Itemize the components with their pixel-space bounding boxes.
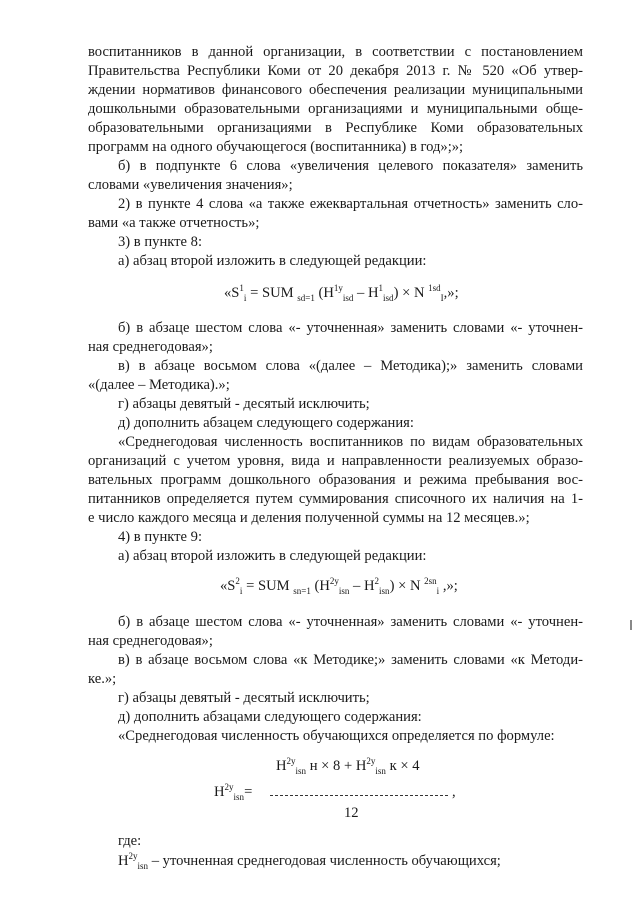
text-line: дошкольными образовательными организациями и муниципальными обще- [88, 101, 583, 117]
text-line: организаций с учетом уровня, вида и направленности реализуемых образо- [88, 453, 583, 469]
text-line: где: [118, 833, 142, 849]
text-line: Правительства Республики Коми от 20 декабря 2013 г. № 520 «Об утвер- [88, 63, 583, 79]
text-line: а) абзац второй изложить в следующей редакции: [118, 253, 427, 269]
formula3-denominator: 12 [344, 805, 359, 821]
text-line: программ на одного обучающегося (воспитанника) в год»;»; [88, 139, 464, 155]
formula-s2: «$S^2_i$ = SUM $_{sn=1}$ $(H^{2y}_{isn} - H^2_{isn}) \times N$ $^{2sn}_i$ ,»; [220, 576, 458, 596]
text-line: ная среднегодовая»; [88, 633, 213, 649]
text-line: 3) в пункте 8: [118, 234, 203, 250]
text-line: «Среднегодовая численность воспитанников по видам образовательных [118, 434, 583, 450]
text-line: б) в абзаце шестом слова «- уточненная» заменить словами «- уточнен- [118, 320, 583, 336]
text-line: вами «а также отчетность»; [88, 215, 260, 231]
text-line: ждении нормативов финансового обеспечения реализации муниципальными [88, 82, 583, 98]
formula3-numerator: $H^{2y}_{isn}$ $н \times 8 + H^{2y}_{isn}$ к × 4 [276, 756, 420, 776]
text-line: ке.»; [88, 671, 117, 687]
formula-s1: «$S^1_i$ = SUM $_{sd=1}$ $(H^{1y}_{isd} - H^1_{isd}) \times N$ $^{1sd}_I$,»; [224, 283, 459, 303]
text-line: 4) в пункте 9: [118, 529, 203, 545]
formula3-tail: , [452, 784, 456, 800]
text-line: образовательными организациями в Республике Коми образовательных [88, 120, 583, 136]
text-line: е число каждого месяца и деления полученной суммы на 12 месяцев.»; [88, 510, 530, 526]
text-line: г) абзацы девятый - десятый исключить; [118, 690, 370, 706]
text-line: д) дополнить абзацем следующего содержания: [118, 415, 414, 431]
text-line: «(далее – Методика).»; [88, 377, 230, 393]
text-line: г) абзацы девятый - десятый исключить; [118, 396, 370, 412]
text-line: в) в абзаце восьмом слова «(далее – Методика);» заменить словами [118, 358, 583, 374]
text-line: б) в абзаце шестом слова «- уточненная» заменить словами «- уточнен- [118, 614, 583, 630]
text-line: воспитанников в данной организации, в соответствии с постановлением [88, 44, 583, 60]
text-line: б) в подпункте 6 слова «увеличения целевого показателя» заменить [118, 158, 583, 174]
text-line: вательных программ дошкольного образования и режима пребывания вос- [88, 472, 583, 488]
text-line: в) в абзаце восьмом слова «к Методике;» заменить словами «к Методи- [118, 652, 583, 668]
text-line: д) дополнить абзацами следующего содержания: [118, 709, 422, 725]
margin-mark [630, 620, 632, 630]
text-line: «Среднегодовая численность обучающихся определяется по формуле: [118, 728, 555, 744]
text-line: ная среднегодовая»; [88, 339, 213, 355]
formula3-lhs: $H^{2y}_{isn}=$ [214, 782, 253, 802]
text-line: питанников определяется путем суммирования списочного их наличия на 1- [88, 491, 583, 507]
fraction-bar [270, 795, 448, 796]
text-line: а) абзац второй изложить в следующей редакции: [118, 548, 427, 564]
text-line: 2) в пункте 4 слова «а также ежеквартальная отчетность» заменить сло- [118, 196, 583, 212]
definition-line: $H^{2y}_{isn}$ – уточненная среднегодовая численность обучающихся; [118, 851, 501, 871]
text-line: словами «увеличения значения»; [88, 177, 293, 193]
